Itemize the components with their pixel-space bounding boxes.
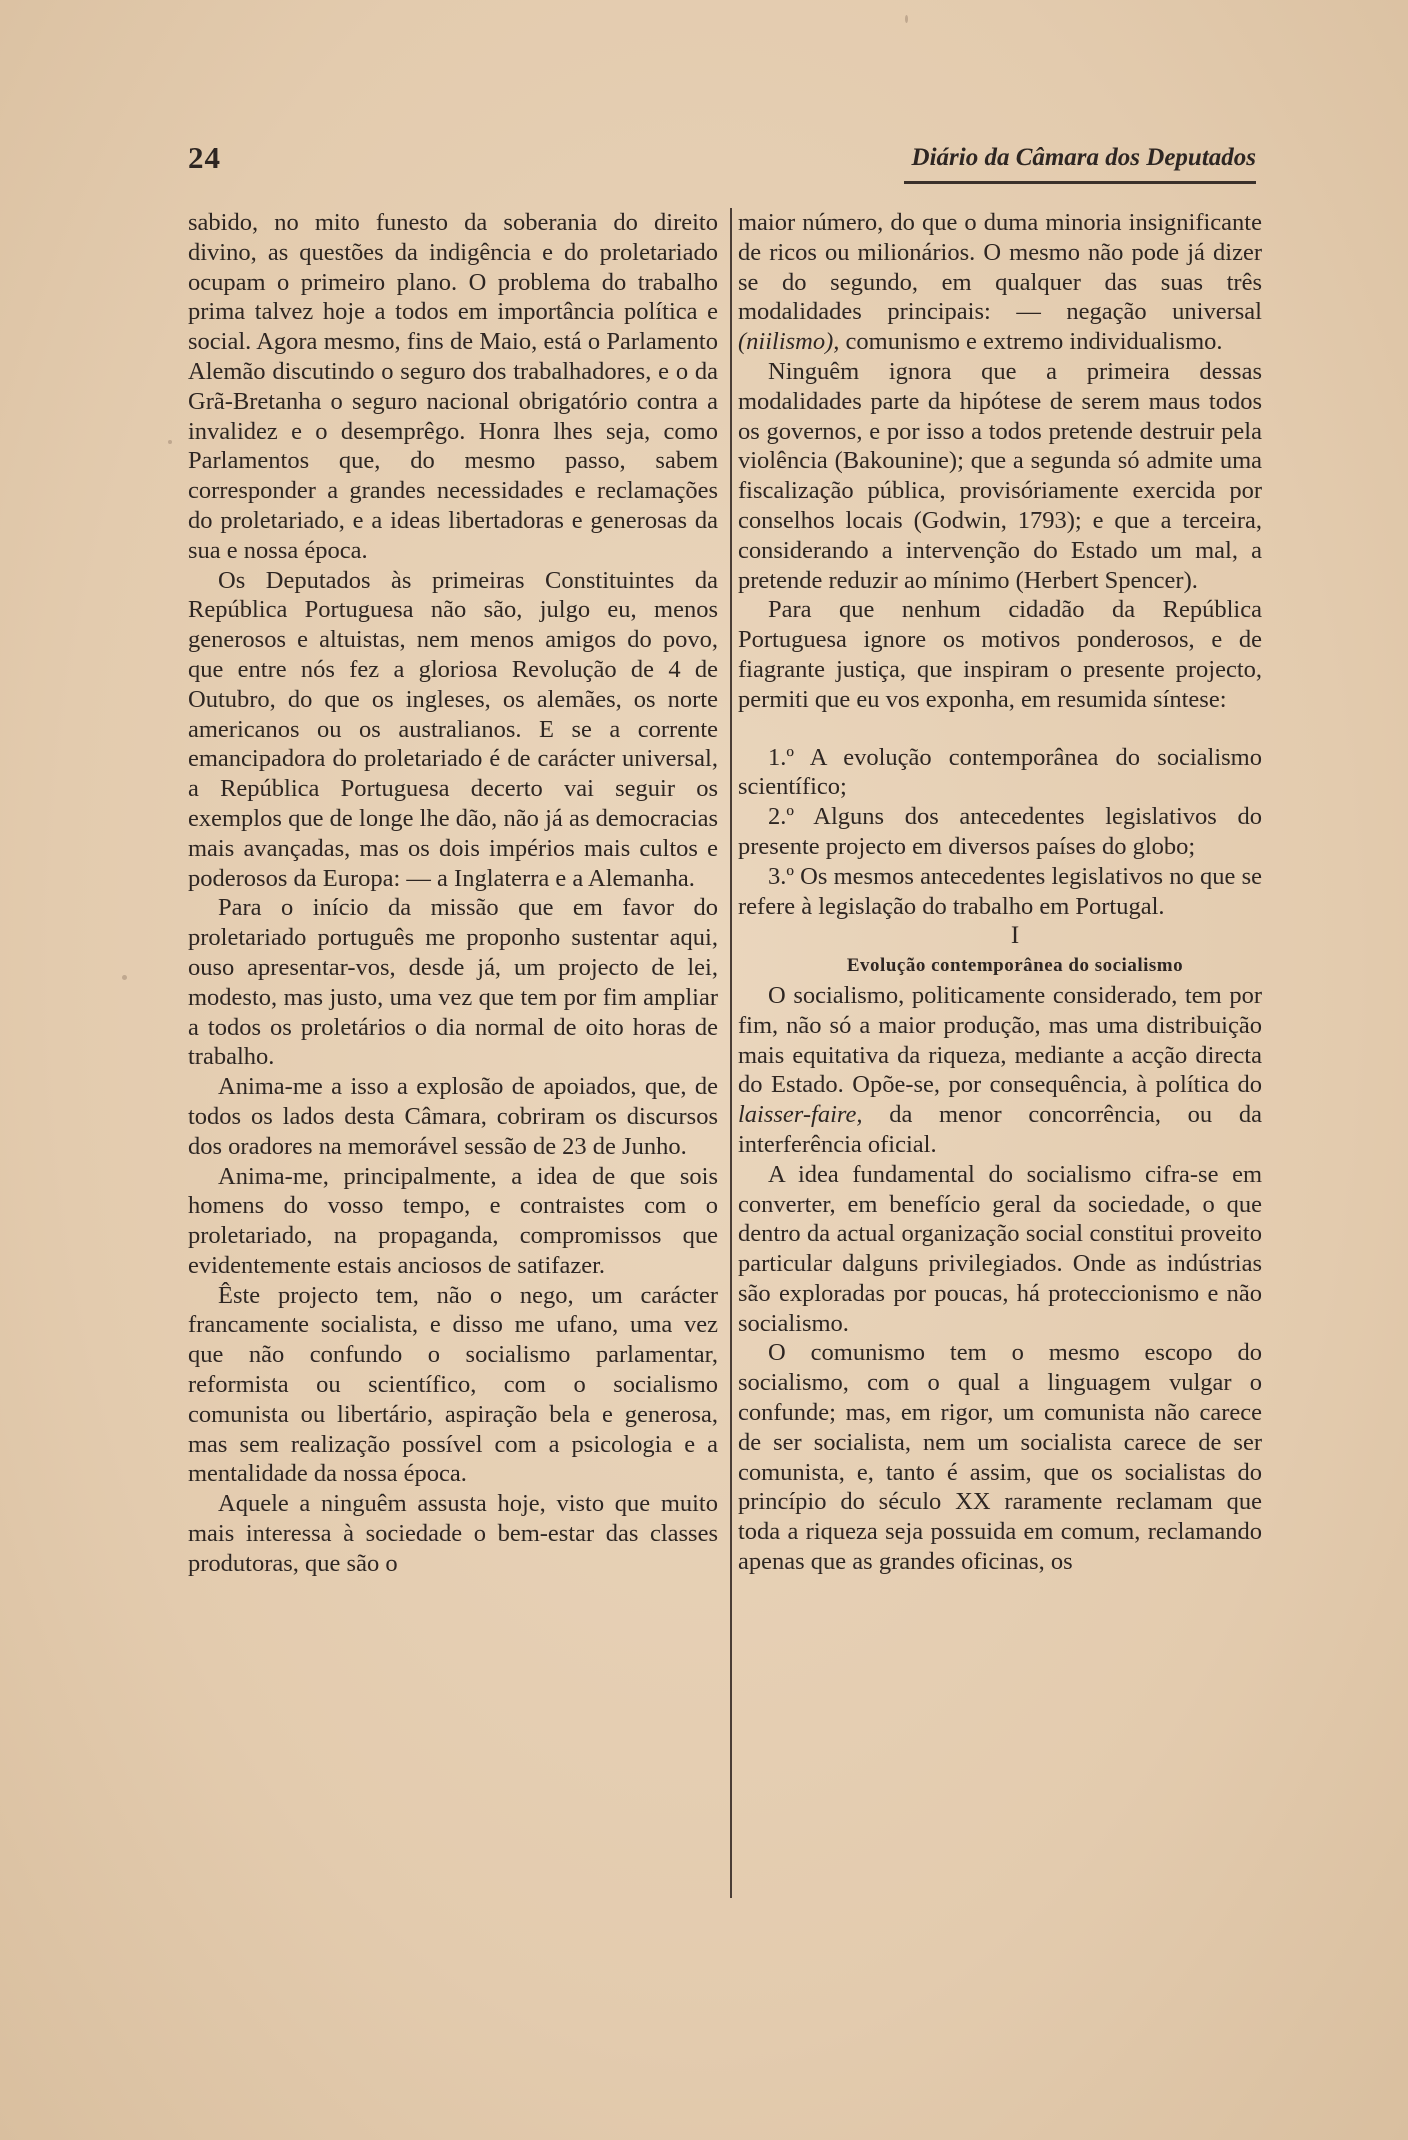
right-paragraph-1-end: comunismo e extremo individualismo. — [845, 328, 1223, 356]
right-paragraph-4-text: O socialismo, politicamente considerado, tem por fim, não só a maior produção, mas uma distribuição mais equitativa da riqueza, mediante a acção directa do Estado. Opõe-se, por consequência, à política do — [738, 981, 1262, 1099]
left-paragraph-4: Anima-me a isso a explosão de apoiados, que, de todos os lados desta Câmara, cobriram os discursos dos oradores na memorável sessão de 23 de Junho. — [188, 1073, 718, 1160]
header-rule — [904, 181, 1256, 184]
page-number: 24 — [188, 140, 221, 175]
right-paragraph-2: Ninguêm ignora que a primeira dessas modalidades parte da hipótese de serem maus todos os governos, e por isso a todos pretende destruir pela violência (Bakounine); que a segunda só admite uma fiscalização pública, provisóriamente exercida por conselhos locais (Godwin, 1793); e que a terceira, considerando a intervenção do Estado um mal, a pretende reduzir ao mínimo (Herbert Spencer). — [738, 357, 1262, 594]
left-column — [188, 208, 718, 1579]
right-paragraph-1 — [738, 208, 1262, 357]
left-paragraph-6: Êste projecto tem, não o nego, um carácter francamente socialista, e disso me ufano, uma vez que não confundo o socialismo parlamentar, reformista ou scientífico, com o socialismo comunista ou libertário, aspiração bela e generosa, mas sem realização possível com a psicologia e a mentalidade da nossa época. — [188, 1281, 718, 1488]
right-paragraph-5: A idea fundamental do socialismo cifra-se em converter, em benefício geral da sociedade, o que dentro da actual organização social constitui proveito particular dalguns privilegiados. Onde as indústrias são exploradas por poucas, há proteccionismo e não socialismo. — [738, 1160, 1262, 1337]
right-paragraph-4-end: da menor concorrência, ou da interferência oficial. — [738, 1101, 1263, 1158]
left-paragraph-1: sabido, no mito funesto da soberania do direito divino, as questões da indigência e do proletariado ocupam o primeiro plano. O problema do trabalho prima talvez hoje a todos em importância política e social. Agora mesmo, fins de Maio, está o Parlamento Alemão discutindo o seguro dos trabalhadores, e o da Grã-Bretanha o seguro nacional obrigatório contra a invalidez e o desemprêgo. Honra lhes seja, como Parlamentos que, do mesmo passo, sabem corresponder a grandes necessidades e reclamações do proletariado, e a ideas libertadoras e generosas da sua e nossa época. — [188, 209, 718, 564]
paper-speck — [122, 975, 127, 980]
list-item-2: 2.º Alguns dos antecedentes legislativos do presente projecto em diversos países do globo; — [738, 803, 1262, 860]
left-paragraph-2: Os Deputados às primeiras Constituintes da República Portuguesa não são, julgo eu, menos generosos e altuistas, nem menos amigos do povo, que entre nós fez a gloriosa Revolução de 4 de Outubro, do que os ingleses, os alemães, os norte americanos ou os australianos. E se a corrente emancipadora do proletariado é de carácter universal, a República Portuguesa decerto vai seguir os exemplos que de longe lhe dão, não já as democracias mais avançadas, mas os dois impérios mais cultos e poderosos da Europa: — a Inglaterra e a Alemanha. — [188, 566, 718, 892]
column-divider — [730, 208, 732, 1898]
right-paragraph-4 — [738, 981, 1262, 1160]
paper-speck — [168, 440, 172, 444]
list-item-1: 1.º A evolução contemporânea do socialismo scientífico; — [738, 743, 1262, 801]
section-title: Evolução contemporânea do socialismo — [846, 955, 1184, 977]
right-paragraph-3: Para que nenhum cidadão da República Portuguesa ignore os motivos ponderosos, e de fiagrante justiça, que inspiram o presente projecto, permiti que eu vos exponha, em resumida síntese: — [738, 596, 1262, 713]
right-paragraph-6: O comunismo tem o mesmo escopo do socialismo, com o qual a linguagem vulgar o confunde; mas, em rigor, um comunista não carece de ser socialista, nem um socialista carece de ser comunista, e, tanto é assim, que os socialistas do princípio do século XX raramente reclamam que toda a riqueza seja possuida em comum, reclamando apenas que as grandes oficinas, os — [738, 1339, 1262, 1576]
right-paragraph-1-text: maior número, do que o duma minoria insignificante de ricos ou milionários. O mesmo não pode já dizer se do segundo, em qualquer das suas três modalidades principais: — negação universal — [738, 209, 1262, 326]
left-paragraph-5: Anima-me, principalmente, a idea de que sois homens do vosso tempo, e contraistes com o proletariado, na propaganda, compromissos que evidentemente estais anciosos de satifazer. — [188, 1162, 718, 1279]
left-paragraph-3: Para o início da missão que em favor do proletariado português me proponho sustentar aqui, ouso apresentar-vos, desde já, um projecto de lei, modesto, mas justo, uma vez que tem por fim ampliar a todos os proletários o dia normal de oito horas de trabalho. — [188, 894, 718, 1071]
list-item-3: 3.º Os mesmos antecedentes legislativos no que se refere à legislação do trabalho em Portugal. — [738, 862, 1262, 920]
paper-speck — [905, 15, 908, 23]
right-column — [738, 208, 1262, 1577]
section-numeral: I — [1010, 922, 1020, 950]
running-head: Diário da Câmara dos Deputados — [911, 144, 1256, 171]
right-paragraph-1-italic: (niilismo), — [738, 328, 840, 356]
left-paragraph-7: Aquele a ninguêm assusta hoje, visto que muito mais interessa à sociedade o bem-estar das classes produtoras, que são o — [188, 1490, 718, 1577]
right-paragraph-4-italic: laisser-faire, — [738, 1101, 863, 1129]
